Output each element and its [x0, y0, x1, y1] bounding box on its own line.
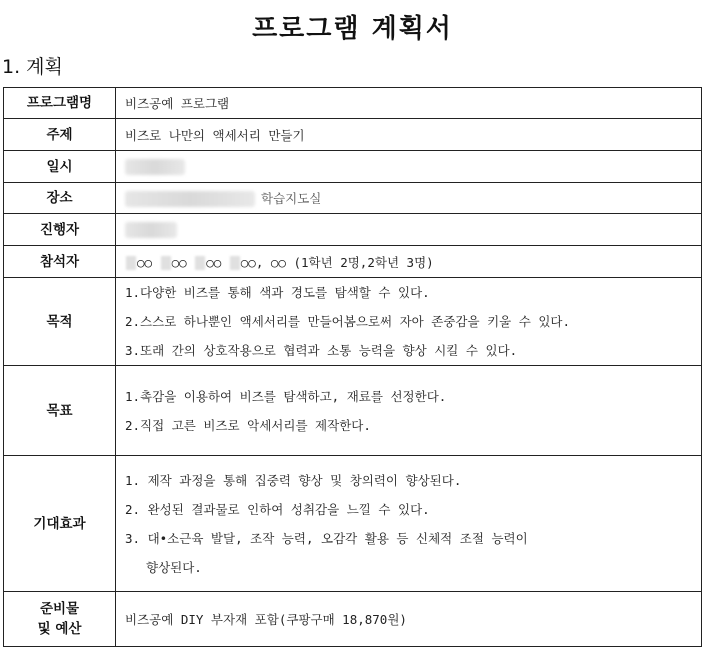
table-row [4, 246, 702, 278]
redacted-facilitator [125, 222, 177, 238]
plan-table [3, 87, 702, 647]
table-row [4, 456, 702, 592]
effect-item-3: 3. 대•소근육 발달, 조작 능력, 오감각 활용 등 신체적 조절 능력이 [125, 530, 528, 546]
purpose-item-2: 2.스스로 하나뿐인 액세서리를 만들어봄으로써 자아 존중감을 키울 수 있다. [125, 314, 571, 329]
topic-label: 주제 [4, 119, 116, 151]
participants-label: 참석자 [4, 246, 116, 278]
goal-item-1: 1.촉감을 이용하여 비즈를 탐색하고, 재료를 선정한다. [125, 388, 447, 404]
table-row [4, 214, 702, 246]
facilitator-label: 진행자 [4, 214, 116, 246]
program-name-label: 프로그램명 [4, 88, 116, 119]
redacted-place [125, 191, 255, 207]
program-name-value: 비즈공예 프로그램 [116, 88, 702, 119]
goal-value [116, 366, 702, 456]
topic-value: 비즈로 나만의 액세서리 만들기 [116, 119, 702, 151]
table-row [4, 592, 702, 647]
redacted-date [125, 159, 185, 175]
participant-2: ○○ [171, 254, 187, 270]
redaction-mark [161, 256, 171, 270]
effect-item-2: 2. 완성된 결과물로 인하여 성취감을 느낄 수 있다. [125, 501, 430, 517]
purpose-label: 목적 [4, 278, 116, 366]
redaction-mark [195, 256, 205, 270]
effect-item-3-cont: 향상된다. [146, 559, 202, 575]
budget-label-line1: 준비물 [39, 601, 80, 617]
participant-1: ○○ [137, 254, 153, 270]
budget-label-line2: 및 예산 [37, 621, 82, 637]
participant-4: ○○, [240, 254, 264, 270]
place-value [116, 183, 702, 214]
participant-3: ○○ [206, 254, 222, 270]
table-row [4, 119, 702, 151]
table-row [4, 366, 702, 456]
participants-count: (1학년 2명,2학년 3명) [293, 254, 434, 270]
redaction-mark [126, 256, 136, 270]
participant-5: ○○ [270, 254, 286, 270]
date-value [116, 151, 702, 183]
table-row [4, 151, 702, 183]
purpose-item-1: 1.다양한 비즈를 통해 색과 경도를 탐색할 수 있다. [125, 285, 430, 300]
table-row [4, 278, 702, 366]
effect-value [116, 456, 702, 592]
document-title: 프로그램 계획서 [252, 14, 453, 44]
purpose-item-3: 3.또래 간의 상호작용으로 협력과 소통 능력을 향상 시킬 수 있다. [125, 343, 518, 358]
place-suffix: 학습지도실 [261, 190, 322, 206]
section-heading: 1. 계획 [2, 56, 63, 78]
participants-value [116, 246, 702, 278]
table-row [4, 183, 702, 214]
budget-value: 비즈공예 DIY 부자재 포함(쿠팡구매 18,870원) [116, 592, 702, 647]
redaction-mark [230, 256, 240, 270]
goal-label: 목표 [4, 366, 116, 456]
table-row [4, 88, 702, 119]
budget-label [4, 592, 116, 647]
date-label: 일시 [4, 151, 116, 183]
purpose-value [116, 278, 702, 366]
facilitator-value [116, 214, 702, 246]
goal-item-2: 2.직접 고른 비즈로 악세서리를 제작한다. [125, 417, 371, 433]
effect-label: 기대효과 [4, 456, 116, 592]
place-label: 장소 [4, 183, 116, 214]
effect-item-1: 1. 제작 과정을 통해 집중력 향상 및 창의력이 향상된다. [125, 472, 462, 488]
